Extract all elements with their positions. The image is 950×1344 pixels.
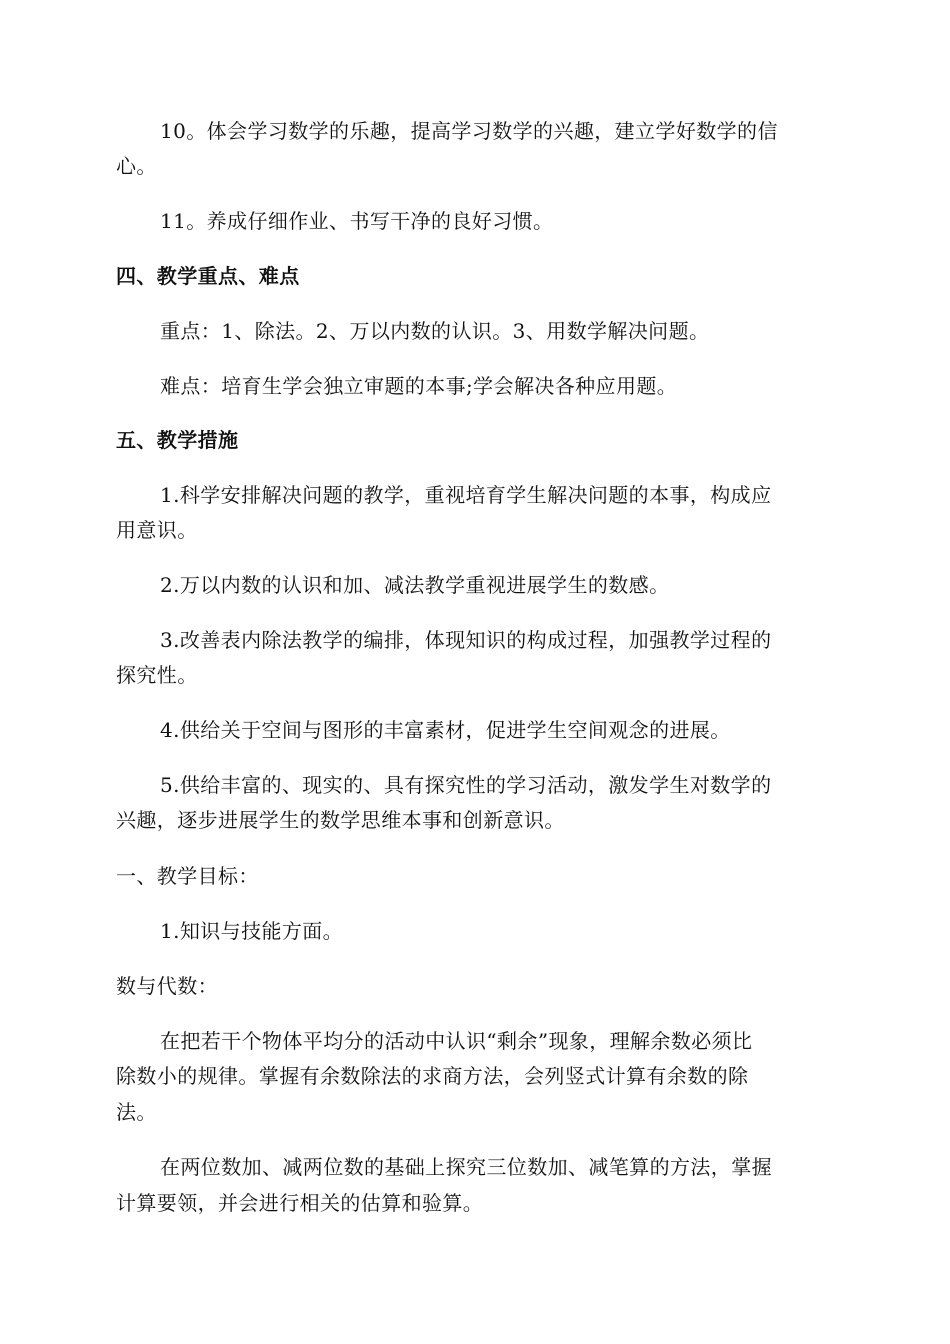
paragraph-measure-3-line-1: 3.改善表内除法教学的编排，体现知识的构成过程，加强教学过程的 <box>160 628 772 652</box>
paragraph-three-digit-line-1: 在两位数加、减两位数的基础上探究三位数加、减笔算的方法，掌握 <box>160 1155 772 1179</box>
section-heading-teaching-goals: 一、教学目标： <box>116 864 259 888</box>
paragraph-remainder-line-3: 法。 <box>116 1100 157 1124</box>
paragraph-goal-10-line-1: 10。体会学习数学的乐趣，提高学习数学的兴趣，建立学好数学的信 <box>160 119 778 143</box>
paragraph-remainder-line-1: 在把若干个物体平均分的活动中认识“剩余”现象，理解余数必须比 <box>160 1029 753 1053</box>
paragraph-measure-5-line-2: 兴趣，逐步进展学生的数学思维本事和创新意识。 <box>116 808 565 832</box>
subheading-numbers-algebra: 数与代数： <box>116 974 218 998</box>
paragraph-goal-10-line-2: 心。 <box>116 154 157 178</box>
paragraph-knowledge-skills: 1.知识与技能方面。 <box>160 919 344 943</box>
paragraph-measure-4: 4.供给关于空间与图形的丰富素材，促进学生空间观念的进展。 <box>160 718 731 742</box>
paragraph-measure-3-line-2: 探究性。 <box>116 663 198 687</box>
paragraph-remainder-line-2: 除数小的规律。掌握有余数除法的求商方法，会列竖式计算有余数的除 <box>116 1064 749 1088</box>
section-heading-key-points: 四、教学重点、难点 <box>116 264 300 288</box>
paragraph-measure-5-line-1: 5.供给丰富的、现实的、具有探究性的学习活动，激发学生对数学的 <box>160 773 772 797</box>
paragraph-measure-2: 2.万以内数的认识和加、减法教学重视进展学生的数感。 <box>160 573 670 597</box>
paragraph-goal-11: 11。养成仔细作业、书写干净的良好习惯。 <box>160 209 554 233</box>
paragraph-measure-1-line-1: 1.科学安排解决问题的教学，重视培育学生解决问题的本事，构成应 <box>160 483 772 507</box>
paragraph-key-points: 重点：1、除法。2、万以内数的认识。3、用数学解决问题。 <box>160 319 710 343</box>
paragraph-difficulties: 难点：培育生学会独立审题的本事;学会解决各种应用题。 <box>160 374 678 398</box>
paragraph-measure-1-line-2: 用意识。 <box>116 518 198 542</box>
section-heading-measures: 五、教学措施 <box>116 428 239 452</box>
paragraph-three-digit-line-2: 计算要领，并会进行相关的估算和验算。 <box>116 1191 484 1215</box>
